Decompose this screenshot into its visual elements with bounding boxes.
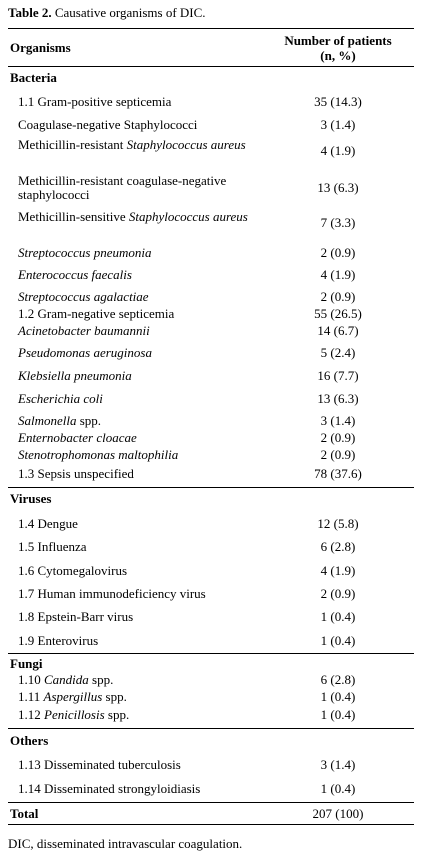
row-label: 1.4 Dengue: [18, 516, 78, 531]
row-value: 4 (1.9): [320, 563, 356, 578]
row-value: 2 (0.9): [320, 245, 356, 260]
label-suffix: spp.: [76, 413, 102, 428]
row-value: 4 (1.9): [320, 267, 356, 282]
row-value: 6 (2.8): [320, 672, 356, 687]
label-suffix: spp.: [102, 689, 127, 704]
row-label: 1.2 Gram-negative septicemia: [18, 306, 175, 321]
total-label: Total: [10, 806, 39, 821]
row-label: Acinetobacter baumannii: [18, 323, 150, 338]
row-label: Pseudomonas aeruginosa: [18, 345, 152, 360]
row-value: 14 (6.7): [317, 323, 359, 338]
row-value: 4 (1.9): [320, 143, 356, 158]
section-rule: [8, 487, 414, 488]
label-number: 1.10: [18, 672, 44, 687]
row-label: [18, 690, 268, 704]
row-label: 1.8 Epstein-Barr virus: [18, 609, 134, 624]
row-label: [18, 708, 268, 722]
row-value: 3 (1.4): [320, 757, 356, 772]
row-value: 13 (6.3): [317, 391, 359, 406]
row-value: 55 (26.5): [314, 306, 362, 321]
table-caption: [8, 5, 206, 21]
row-label: [18, 673, 268, 687]
row-value: 2 (0.9): [320, 447, 356, 462]
row-value: 16 (7.7): [317, 368, 359, 383]
row-label: Streptococcus agalactiae: [18, 289, 149, 304]
table-footnote: DIC, disseminated intravascular coagulation.: [8, 836, 243, 851]
table-number: Table 2.: [8, 5, 52, 20]
label-genus: Candida: [44, 672, 89, 687]
row-label: 1.9 Enterovirus: [18, 633, 99, 648]
header-organisms: Organisms: [10, 40, 71, 55]
table-title: Causative organisms of DIC.: [51, 5, 206, 20]
row-label: 1.5 Influenza: [18, 539, 87, 554]
row-value: 1 (0.4): [320, 689, 356, 704]
total-value: 207 (100): [312, 806, 364, 821]
row-value: 78 (37.6): [314, 466, 362, 481]
row-label: Coagulase-negative Staphylococci: [18, 117, 198, 132]
section-bacteria: Bacteria: [10, 70, 57, 85]
row-label: [18, 414, 268, 428]
section-others: Others: [10, 733, 49, 748]
label-genus: Aspergillus: [43, 689, 103, 704]
row-value: 2 (0.9): [320, 289, 356, 304]
section-rule: [8, 728, 414, 729]
row-value: 12 (5.8): [317, 516, 359, 531]
label-genus: Salmonella: [18, 413, 77, 428]
row-label: 1.3 Sepsis unspecified: [18, 466, 134, 481]
row-label: Enternobacter cloacae: [18, 430, 137, 445]
row-value: 7 (3.3): [320, 215, 356, 230]
section-fungi: Fungi: [10, 656, 43, 671]
row-label: Methicillin-resistant coagulase-negative staphylococci: [18, 173, 227, 202]
row-label: 1.7 Human immunodeficiency virus: [18, 586, 206, 601]
row-value: 1 (0.4): [320, 781, 356, 796]
row-value: 6 (2.8): [320, 539, 356, 554]
label-species: Staphylococcus aureus: [128, 209, 248, 224]
label-species: Staphylococcus aureus: [126, 137, 246, 152]
row-label: [18, 210, 268, 224]
section-viruses: Viruses: [10, 491, 52, 506]
label-number: 1.12: [18, 707, 44, 722]
label-number: 1.11: [18, 689, 44, 704]
row-value: 1 (0.4): [320, 633, 356, 648]
row-value: 3 (1.4): [320, 117, 356, 132]
row-value: 2 (0.9): [320, 430, 356, 445]
row-value: 1 (0.4): [320, 609, 356, 624]
header-count-line2: (n, %): [320, 48, 356, 63]
row-label: 1.13 Disseminated tuberculosis: [18, 757, 181, 772]
row-value: 35 (14.3): [314, 94, 362, 109]
top-rule: [8, 28, 414, 29]
row-value: 1 (0.4): [320, 707, 356, 722]
row-value: 3 (1.4): [320, 413, 356, 428]
row-label: Enterococcus faecalis: [18, 267, 132, 282]
header-number-of-patients: [258, 33, 418, 63]
row-label: 1.1 Gram-positive septicemia: [18, 94, 172, 109]
header-count-line1: Number of patients: [284, 33, 392, 48]
row-label: Klebsiella pneumonia: [18, 368, 132, 383]
bottom-rule: [8, 824, 414, 825]
label-suffix: spp.: [104, 707, 130, 722]
label-text: Methicillin-resistant: [18, 137, 127, 152]
section-rule: [8, 653, 414, 654]
header-rule: [8, 66, 414, 67]
row-label: 1.14 Disseminated strongyloidiasis: [18, 781, 201, 796]
row-label: Escherichia coli: [18, 391, 103, 406]
row-label: 1.6 Cytomegalovirus: [18, 563, 128, 578]
label-genus: Penicillosis: [44, 707, 105, 722]
row-label: Stenotrophomonas maltophilia: [18, 447, 179, 462]
row-value: 5 (2.4): [320, 345, 356, 360]
row-label: Streptococcus pneumonia: [18, 245, 152, 260]
label-suffix: spp.: [88, 672, 114, 687]
label-text: Methicillin-sensitive: [18, 209, 129, 224]
total-rule: [8, 802, 414, 803]
row-value: 2 (0.9): [320, 586, 356, 601]
row-label: [18, 138, 268, 152]
row-value: 13 (6.3): [317, 180, 359, 195]
